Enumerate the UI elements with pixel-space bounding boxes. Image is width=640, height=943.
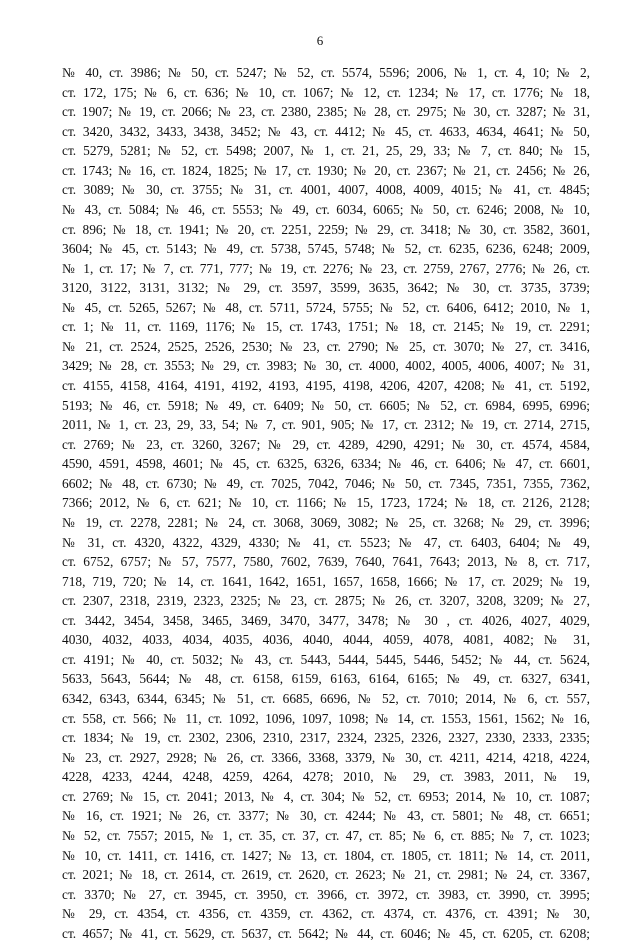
text-line: 5633, 5643, 5644; № 48, ст. 6158, 6159, 6163, 6164, 6165; № 49, ст. 6327, 6341, [62, 671, 590, 687]
text-line: ст. 4191; № 40, ст. 5032; № 43, ст. 5443, 5444, 5445, 5446, 5452; № 44, ст. 5624, [62, 651, 590, 667]
text-line: ст. 172, 175; № 6, ст. 636; № 10, ст. 1067; № 12, ст. 1234; № 17, ст. 1776; № 18, [62, 84, 590, 100]
text-line: 3120, 3122, 3131, 3132; № 29, ст. 3597, 3599, 3635, 3642; № 30, ст. 3735, 3739; [62, 280, 590, 296]
text-line: ст. 4155, 4158, 4164, 4191, 4192, 4193, 4195, 4198, 4206, 4207, 4208; № 41, ст. 5192, [62, 378, 590, 393]
text-line: ст. 3420, 3432, 3433, 3438, 3452; № 43, ст. 4412; № 45, ст. 4633, 4634, 4641; № 50, [62, 123, 590, 139]
text-line: № 52, ст. 7557; 2015, № 1, ст. 35, ст. 37, ст. 47, ст. 85; № 6, ст. 885; № 7, ст. 1023; [62, 827, 590, 843]
text-line: ст. 4657; № 41, ст. 5629, ст. 5637, ст. 5642; № 44, ст. 6046; № 45, ст. 6205, ст. 6208; [62, 925, 590, 941]
text-line: ст. 558, ст. 566; № 11, ст. 1092, 1096, 1097, 1098; № 14, ст. 1553, 1561, 1562; № 16, [62, 710, 590, 726]
text-line: ст. 3442, 3454, 3458, 3465, 3469, 3470, 3477, 3478; № 30 , ст. 4026, 4027, 4029, [62, 612, 590, 628]
text-line: ст. 2021; № 18, ст. 2614, ст. 2619, ст. 2620, ст. 2623; № 21, ст. 2981; № 24, ст. 3367, [62, 867, 590, 883]
text-line: № 23, ст. 2927, 2928; № 26, ст. 3366, 3368, 3379, № 30, ст. 4211, 4214, 4218, 4224, [62, 749, 590, 765]
text-line: ст. 6752, 6757; № 57, 7577, 7580, 7602, 7639, 7640, 7641, 7643; 2013, № 8, ст. 717, [62, 554, 590, 570]
text-line: 3429; № 28, ст. 3553; № 29, ст. 3983; № 30, ст. 4000, 4002, 4005, 4006, 4007; № 31, [62, 358, 590, 374]
text-line: 6342, 6343, 6344, 6345; № 51, ст. 6685, 6696, № 52, ст. 7010; 2014, № 6, ст. 557, [62, 691, 590, 706]
text-line: 7366; 2012, № 6, ст. 621; № 10, ст. 1166; № 15, 1723, 1724; № 18, ст. 2126, 2128; [62, 495, 590, 511]
text-line: № 19, ст. 2278, 2281; № 24, ст. 3068, 3069, 3082; № 25, ст. 3268; № 29, ст. 3996; [62, 514, 590, 530]
text-line: № 1, ст. 17; № 7, ст. 771, 777; № 19, ст. 2276; № 23, ст. 2759, 2767, 2776; № 26, ст. [62, 260, 590, 276]
text-line: 5193; № 46, ст. 5918; № 49, ст. 6409; № 50, ст. 6605; № 52, ст. 6984, 6995, 6996; [62, 397, 590, 413]
text-line: ст. 896; № 18, ст. 1941; № 20, ст. 2251, 2259; № 29, ст. 3418; № 30, ст. 3582, 3601, [62, 221, 590, 237]
text-line: № 29, ст. 4354, ст. 4356, ст. 4359, ст. 4362, ст. 4374, ст. 4376, ст. 4391; № 30, [62, 906, 590, 922]
text-line: 3604; № 45, ст. 5143; № 49, ст. 5738, 5745, 5748; № 52, ст. 6235, 6236, 6248; 2009, [62, 241, 590, 257]
text-line: № 43, ст. 5084; № 46, ст. 5553; № 49, ст. 6034, 6065; № 50, ст. 6246; 2008, № 10, [62, 201, 590, 217]
text-line: ст. 2307, 2318, 2319, 2323, 2325; № 23, ст. 2875; № 26, ст. 3207, 3208, 3209; № 27, [62, 593, 590, 609]
text-line: 2011, № 1, ст. 23, 29, 33, 54; № 7, ст. 901, 905; № 17, ст. 2312; № 19, ст. 2714, 2715, [62, 417, 590, 433]
text-line: № 16, ст. 1921; № 26, ст. 3377; № 30, ст. 4244; № 43, ст. 5801; № 48, ст. 6651; [62, 808, 590, 824]
text-line: № 40, ст. 3986; № 50, ст. 5247; № 52, ст. 5574, 5596; 2006, № 1, ст. 4, 10; № 2, [62, 65, 590, 80]
text-line: ст. 3370; № 27, ст. 3945, ст. 3950, ст. 3966, ст. 3972, ст. 3983, ст. 3990, ст. 3995; [62, 886, 590, 902]
text-line: ст. 1; № 11, ст. 1169, 1176; № 15, ст. 1743, 1751; № 18, ст. 2145; № 19, ст. 2291; [62, 319, 590, 335]
text-line: ст. 5279, 5281; № 52, ст. 5498; 2007, № 1, ст. 21, 25, 29, 33; № 7, ст. 840; № 15, [62, 143, 590, 159]
text-line: ст. 1907; № 19, ст. 2066; № 23, ст. 2380, 2385; № 28, ст. 2975; № 30, ст. 3287; № 31, [62, 104, 590, 120]
text-line: ст. 1743; № 16, ст. 1824, 1825; № 17, ст. 1930; № 20, ст. 2367; № 21, ст. 2456; № 26, [62, 162, 590, 178]
text-line: ст. 3089; № 30, ст. 3755; № 31, ст. 4001, 4007, 4008, 4009, 4015; № 41, ст. 4845; [62, 182, 590, 198]
body-text [62, 63, 590, 943]
page-number: 6 [316, 33, 324, 48]
text-line: № 31, ст. 4320, 4322, 4329, 4330; № 41, ст. 5523; № 47, ст. 6403, 6404; № 49, [62, 534, 590, 550]
text-line: № 45, ст. 5265, 5267; № 48, ст. 5711, 5724, 5755; № 52, ст. 6406, 6412; 2010, № 1, [62, 299, 590, 315]
text-line: 4590, 4591, 4598, 4601; № 45, ст. 6325, 6326, 6334; № 46, ст. 6406; № 47, ст. 6601, [62, 456, 590, 472]
text-line: 4228, 4233, 4244, 4248, 4259, 4264, 4278; 2010, № 29, ст. 3983, 2011, № 19, [62, 769, 590, 785]
text-line: № 10, ст. 1411, ст. 1416, ст. 1427; № 13, ст. 1804, ст. 1805, ст. 1811; № 14, ст. 2011, [62, 847, 590, 863]
text-line: ст. 1834; № 19, ст. 2302, 2306, 2310, 2317, 2324, 2325, 2326, 2327, 2330, 2333, 2335; [62, 730, 590, 746]
text-line: ст. 2769; № 23, ст. 3260, 3267; № 29, ст. 4289, 4290, 4291; № 30, ст. 4574, 4584, [62, 436, 590, 452]
text-line: 718, 719, 720; № 14, ст. 1641, 1642, 1651, 1657, 1658, 1666; № 17, ст. 2029; № 19, [62, 573, 590, 589]
text-line: 4030, 4032, 4033, 4034, 4035, 4036, 4040, 4044, 4059, 4078, 4081, 4082; № 31, [62, 632, 590, 648]
text-line: 6602; № 48, ст. 6730; № 49, ст. 7025, 7042, 7046; № 50, ст. 7345, 7351, 7355, 7362, [62, 475, 590, 491]
text-line: ст. 2769; № 15, ст. 2041; 2013, № 4, ст. 304; № 52, ст. 6953; 2014, № 10, ст. 1087; [62, 788, 590, 804]
text-line: № 21, ст. 2524, 2525, 2526, 2530; № 23, ст. 2790; № 25, ст. 3070; № 27, ст. 3416, [62, 338, 590, 354]
